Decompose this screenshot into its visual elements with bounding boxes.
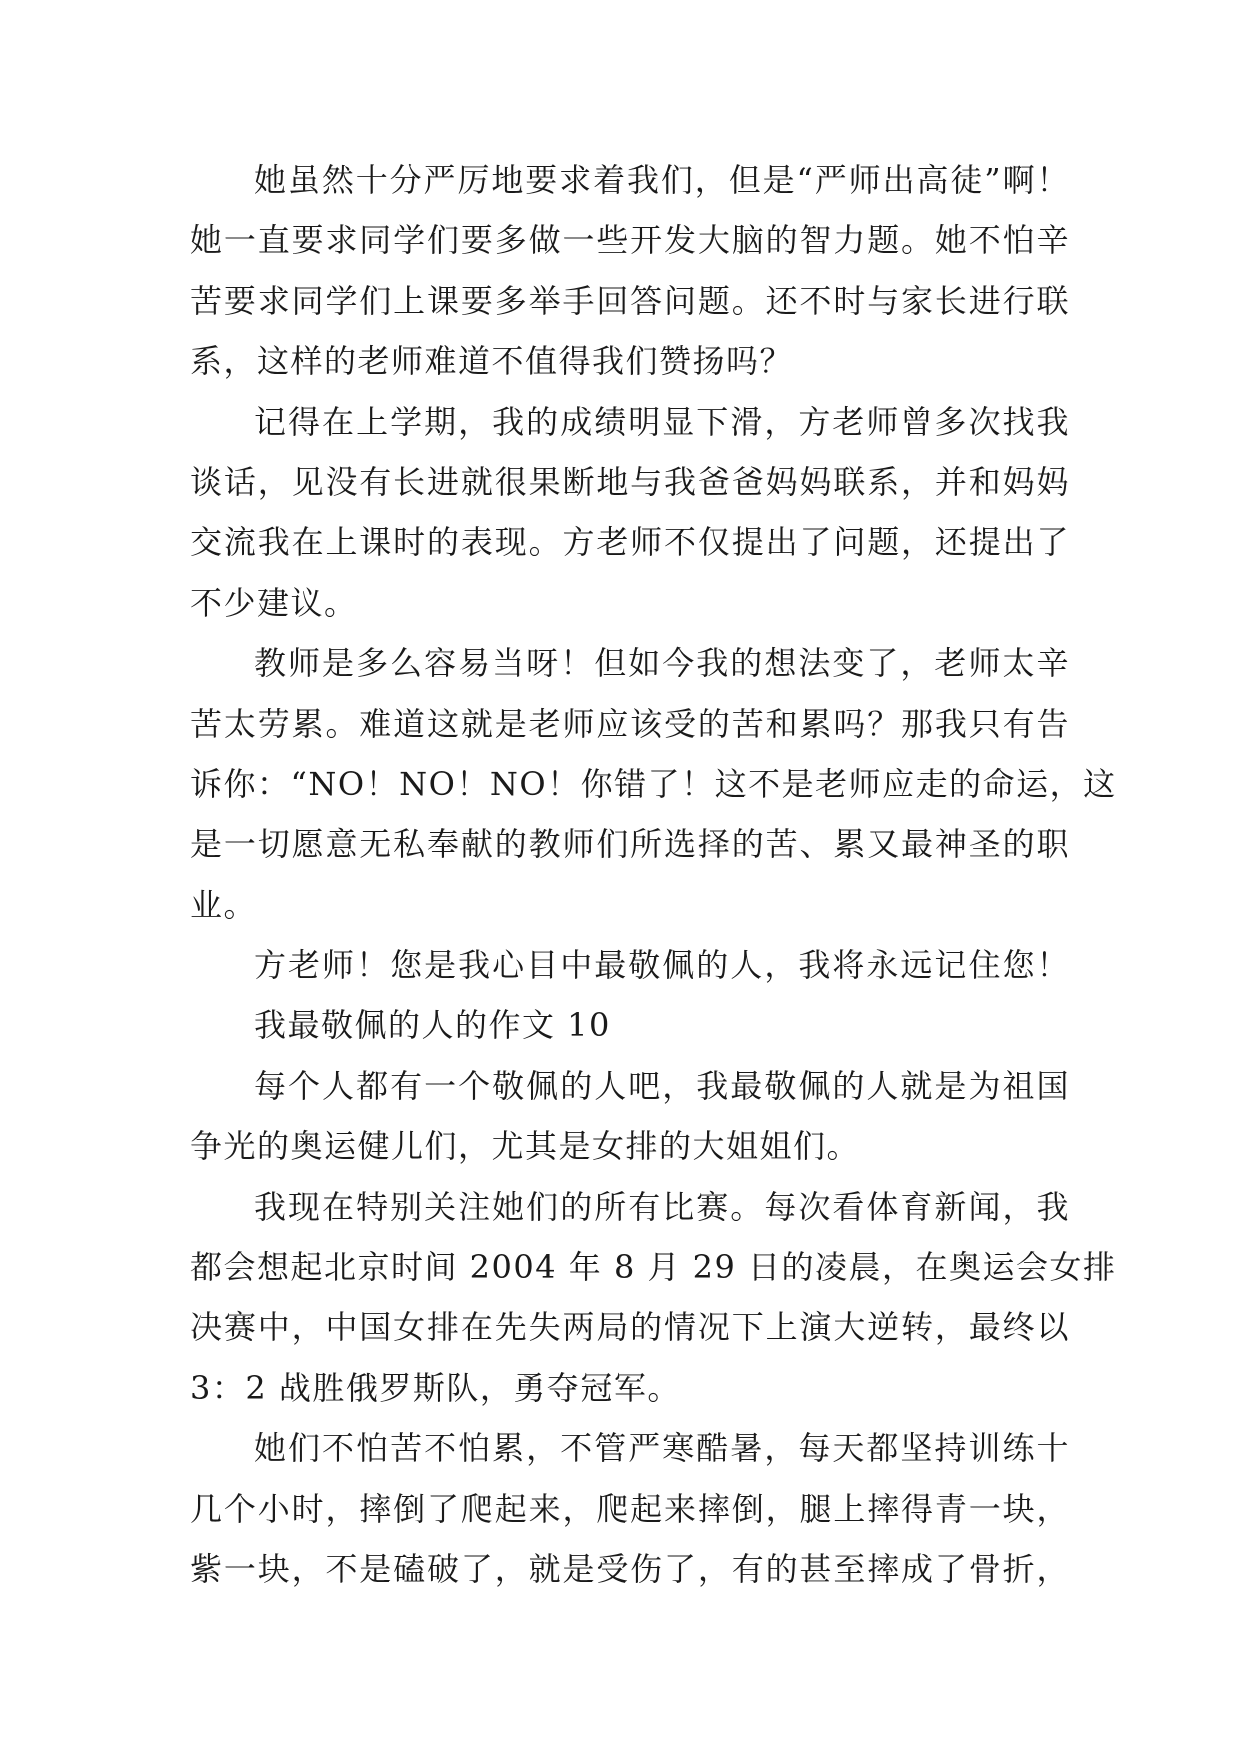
text-line: 她们不怕苦不怕累，不管严寒酷暑，每天都坚持训练十 bbox=[254, 1429, 1070, 1468]
text-line: 谈话，见没有长进就很果断地与我爸爸妈妈联系，并和妈妈 bbox=[190, 462, 1070, 501]
text-line: 争光的奥运健儿们，尤其是女排的大姐姐们。 bbox=[190, 1127, 861, 1166]
paragraph bbox=[190, 392, 1070, 634]
paragraph bbox=[190, 150, 1070, 392]
paragraph bbox=[190, 995, 1070, 1055]
text-line: 我现在特别关注她们的所有比赛。每次看体育新闻，我 bbox=[254, 1187, 1070, 1226]
text-line: 方老师！您是我心目中最敬佩的人，我将永远记住您！ bbox=[254, 946, 1070, 985]
text-line: 3：2 战胜俄罗斯队，勇夺冠军。 bbox=[190, 1368, 681, 1407]
paragraph bbox=[190, 1418, 1070, 1599]
document-body-text bbox=[190, 150, 1117, 1599]
text-line: 紫一块，不是磕破了，就是受伤了，有的甚至摔成了骨折， bbox=[190, 1549, 1070, 1588]
text-line: 她虽然十分严厉地要求着我们，但是“严师出高徒”啊！ bbox=[254, 161, 1070, 199]
text-line: 业。 bbox=[190, 885, 258, 924]
text-line: 苦太劳累。难道这就是老师应该受的苦和累吗？那我只有告 bbox=[190, 704, 1070, 743]
text-line: 系，这样的老师难道不值得我们赞扬吗？ bbox=[190, 342, 794, 381]
text-line: 记得在上学期，我的成绩明显下滑，方老师曾多次找我 bbox=[254, 402, 1070, 441]
text-line: 是一切愿意无私奉献的教师们所选择的苦、累又最神圣的职 bbox=[190, 825, 1070, 864]
paragraph bbox=[190, 1056, 1070, 1177]
text-line: 不少建议。 bbox=[190, 583, 358, 622]
text-line: 交流我在上课时的表现。方老师不仅提出了问题，还提出了 bbox=[190, 523, 1070, 562]
text-line: 都会想起北京时间 2004 年 8 月 29 日的凌晨，在奥运会女排 bbox=[190, 1248, 1117, 1287]
text-line: 她一直要求同学们要多做一些开发大脑的智力题。她不怕辛 bbox=[190, 221, 1070, 260]
text-line: 诉你：“NO！NO！NO！你错了！这不是老师应走的命运，这 bbox=[190, 764, 1117, 803]
paragraph bbox=[190, 935, 1070, 995]
text-line: 每个人都有一个敬佩的人吧，我最敬佩的人就是为祖国 bbox=[254, 1066, 1070, 1105]
text-line: 决赛中，中国女排在先失两局的情况下上演大逆转，最终以 bbox=[190, 1308, 1070, 1347]
text-line: 我最敬佩的人的作文 10 bbox=[254, 1006, 611, 1045]
paragraph bbox=[190, 1177, 1117, 1419]
text-line: 教师是多么容易当呀！但如今我的想法变了，老师太辛 bbox=[254, 644, 1070, 683]
text-line: 苦要求同学们上课要多举手回答问题。还不时与家长进行联 bbox=[190, 281, 1070, 320]
paragraph bbox=[190, 633, 1117, 935]
text-line: 几个小时，摔倒了爬起来，爬起来摔倒，腿上摔得青一块， bbox=[190, 1489, 1070, 1528]
